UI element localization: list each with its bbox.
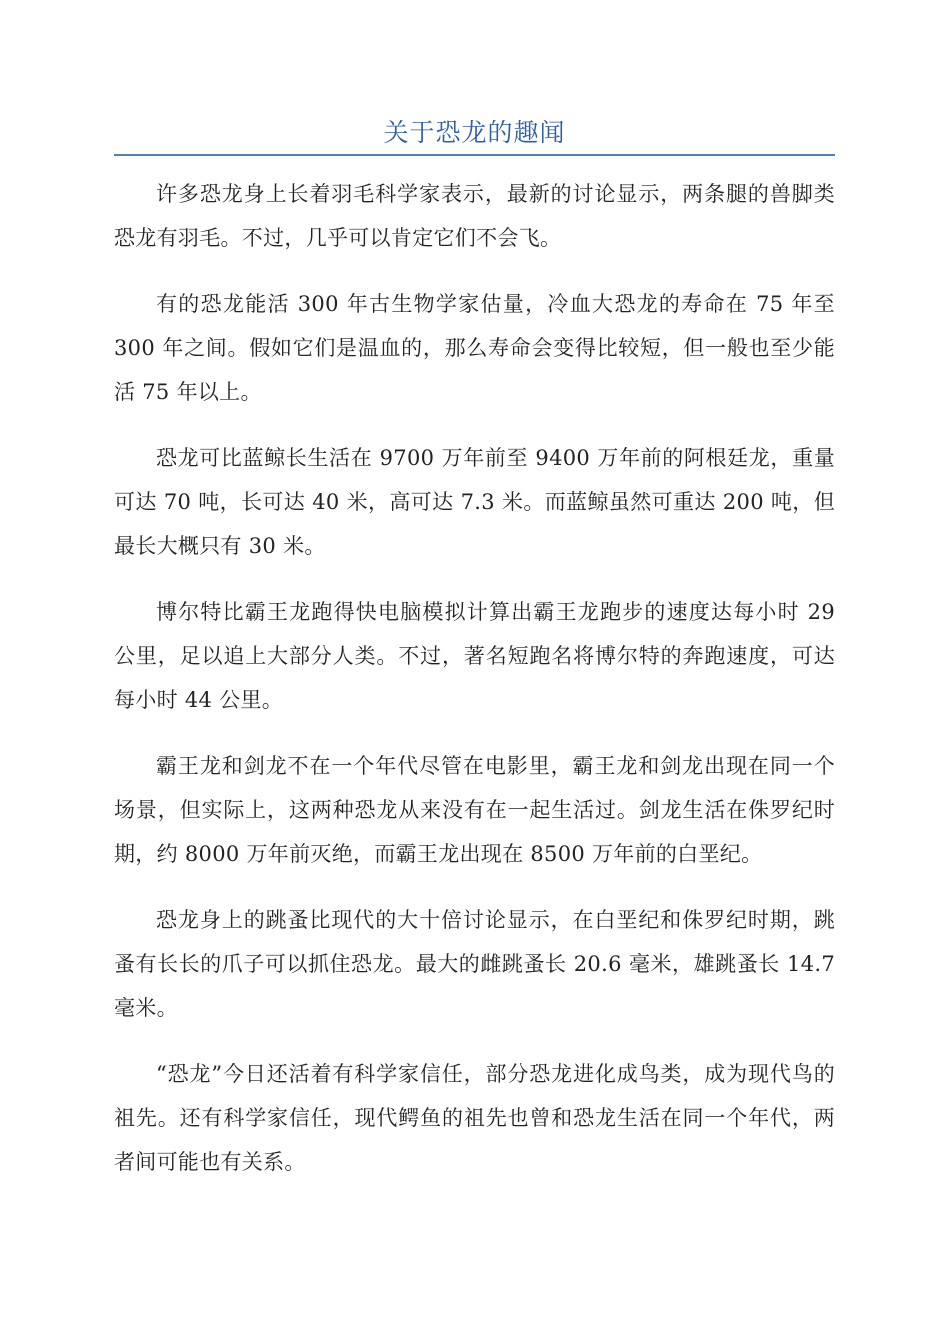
paragraph-lifespan: 有的恐龙能活 300 年古生物学家估量，冷血大恐龙的寿命在 75 年至 300 年之间。假如它们是温血的，那么寿命会变得比较短，但一般也至少能活 75 年以上。: [114, 292, 835, 404]
paragraph-blue-whale: 恐龙可比蓝鲸长生活在 9700 万年前至 9400 万年前的阿根廷龙，重量可达 70 吨，长可达 40 米，高可达 7.3 米。而蓝鲸虽然可重达 200 吨，但最长大概只有 30 米。: [114, 446, 835, 558]
paragraph-feathers: 许多恐龙身上长着羽毛科学家表示，最新的讨论显示，两条腿的兽脚类恐龙有羽毛。不过，几乎可以肯定它们不会飞。: [114, 182, 835, 250]
paragraph-trex-stegosaurus: 霸王龙和剑龙不在一个年代尽管在电影里，霸王龙和剑龙出现在同一个场景，但实际上，这两种恐龙从来没有在一起生活过。剑龙生活在侏罗纪时期，约 8000 万年前灭绝，而霸王龙出现在 8500 万年前的白垩纪。: [114, 754, 835, 866]
document-body: [114, 172, 835, 1206]
document-title: 关于恐龙的趣闻: [383, 118, 566, 147]
paragraph-fleas: 恐龙身上的跳蚤比现代的大十倍讨论显示，在白垩纪和侏罗纪时期，跳蚤有长长的爪子可以抓住恐龙。最大的雌跳蚤长 20.6 毫米，雄跳蚤长 14.7 毫米。: [114, 908, 835, 1020]
title-block: [114, 112, 835, 156]
paragraph-bolt: 博尔特比霸王龙跑得快电脑模拟计算出霸王龙跑步的速度达每小时 29 公里，足以追上大部分人类。不过，著名短跑名将博尔特的奔跑速度，可达每小时 44 公里。: [114, 600, 835, 712]
paragraph-still-alive: “恐龙”今日还活着有科学家信任，部分恐龙进化成鸟类，成为现代鸟的祖先。还有科学家信任，现代鳄鱼的祖先也曾和恐龙生活在同一个年代，两者间可能也有关系。: [114, 1062, 835, 1174]
